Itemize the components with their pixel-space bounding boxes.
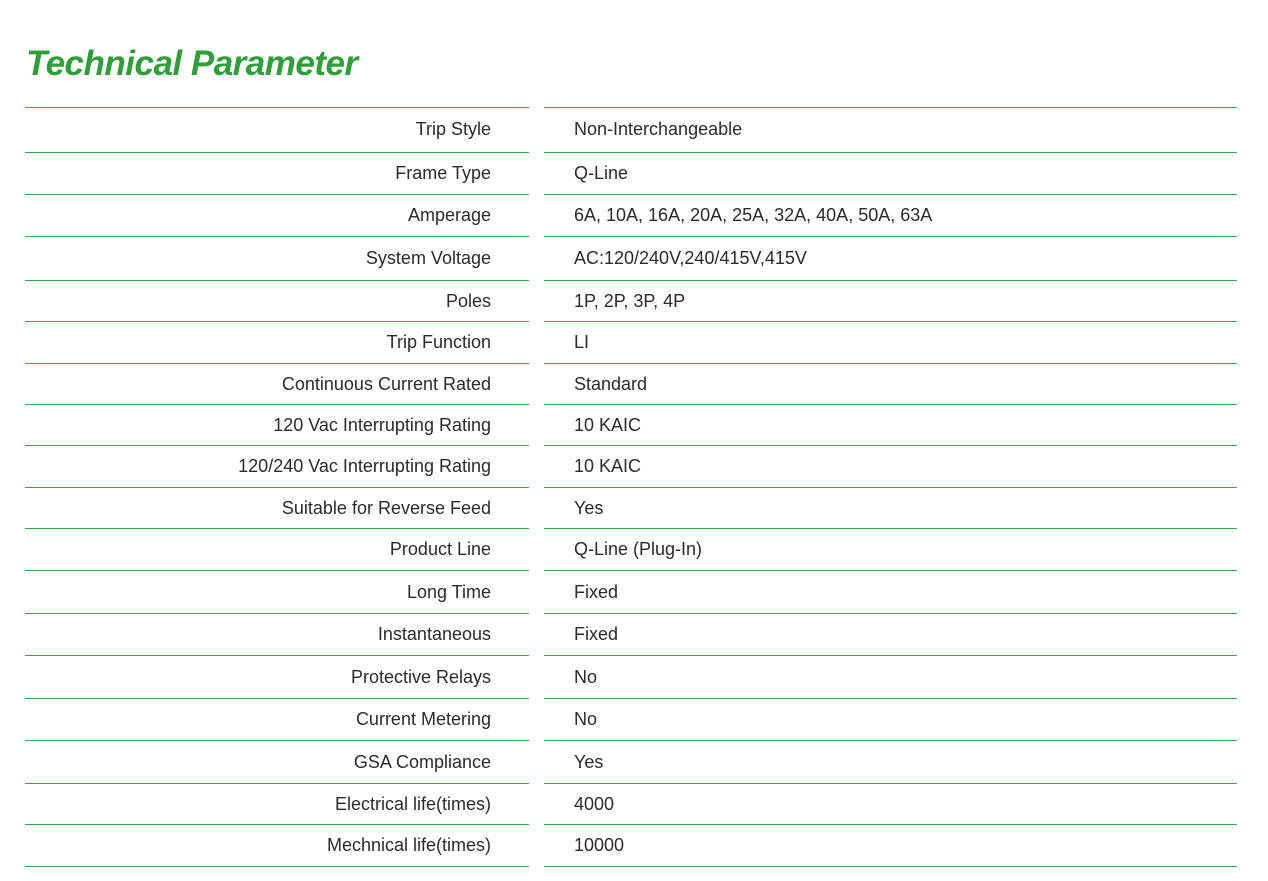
row-edge-left	[0, 152, 25, 195]
column-gap	[529, 280, 544, 322]
parameter-label: Poles	[445, 290, 491, 311]
parameter-value: 6A, 10A, 16A, 20A, 25A, 32A, 40A, 50A, 63A	[574, 205, 933, 225]
column-gap	[529, 613, 544, 656]
table-row	[0, 153, 1268, 195]
row-edge-right	[1237, 106, 1268, 153]
parameter-value: AC:120/240V,240/415V,415V	[574, 248, 807, 268]
column-gap	[529, 404, 544, 446]
column-gap	[529, 655, 544, 699]
parameter-label: Mechnical life(times)	[326, 835, 491, 855]
parameter-value: 10000	[574, 835, 625, 855]
column-gap	[529, 321, 544, 364]
parameter-value: 10 KAIC	[574, 414, 642, 435]
parameter-value: Fixed	[574, 581, 619, 602]
row-edge-right	[1237, 404, 1268, 446]
table-row	[0, 488, 1268, 529]
row-edge-right	[1237, 528, 1268, 571]
table-row	[0, 529, 1268, 571]
table-row	[0, 322, 1268, 364]
parameter-value: No	[574, 666, 598, 687]
table-row	[0, 446, 1268, 488]
column-gap	[529, 236, 544, 281]
row-edge-right	[1237, 194, 1268, 237]
row-edge-left	[0, 698, 25, 741]
row-edge-right	[1237, 152, 1268, 195]
column-gap	[529, 528, 544, 571]
row-edge-left	[0, 528, 25, 571]
parameter-label: System Voltage	[365, 248, 491, 268]
parameter-value: 10 KAIC	[574, 456, 642, 476]
row-edge-right	[1237, 236, 1268, 281]
table-row	[0, 364, 1268, 405]
parameter-label: Instantaneous	[377, 624, 491, 644]
column-gap	[529, 363, 544, 405]
parameter-label: Electrical life(times)	[334, 793, 491, 814]
row-edge-left	[0, 236, 25, 281]
row-edge-right	[1237, 445, 1268, 488]
parameter-value: Non-Interchangeable	[574, 119, 743, 139]
table-row	[0, 699, 1268, 741]
row-edge-left	[0, 824, 25, 867]
row-edge-right	[1237, 783, 1268, 825]
column-gap	[529, 487, 544, 529]
table-row	[0, 281, 1268, 322]
column-gap	[529, 698, 544, 741]
column-gap	[529, 783, 544, 825]
parameter-value: Fixed	[574, 624, 619, 644]
parameter-label: 120/240 Vac Interrupting Rating	[238, 456, 491, 476]
row-edge-right	[1237, 363, 1268, 405]
table-row	[0, 405, 1268, 446]
parameter-value: 4000	[574, 793, 615, 814]
parameter-value: 1P, 2P, 3P, 4P	[574, 290, 686, 311]
table-row	[0, 237, 1268, 281]
parameter-value: Q-Line	[574, 163, 629, 183]
column-gap	[529, 740, 544, 784]
parameter-value: Yes	[574, 751, 604, 772]
column-gap	[529, 570, 544, 614]
parameter-label: Long Time	[406, 581, 491, 602]
parameter-value: Yes	[574, 497, 604, 518]
row-edge-left	[0, 321, 25, 364]
row-edge-right	[1237, 321, 1268, 364]
parameter-label: Frame Type	[395, 163, 491, 183]
row-edge-left	[0, 783, 25, 825]
row-edge-left	[0, 194, 25, 237]
parameter-label: Amperage	[407, 205, 491, 225]
row-edge-right	[1237, 487, 1268, 529]
row-edge-left	[0, 740, 25, 784]
row-edge-left	[0, 106, 25, 153]
table-row	[0, 741, 1268, 784]
row-edge-right	[1237, 824, 1268, 867]
column-gap	[529, 445, 544, 488]
row-edge-right	[1237, 570, 1268, 614]
parameter-label: Continuous Current Rated	[281, 373, 491, 394]
row-edge-left	[0, 404, 25, 446]
row-edge-left	[0, 363, 25, 405]
parameter-label: Protective Relays	[350, 666, 491, 687]
parameter-label: Trip Style	[415, 119, 491, 139]
parameter-value: Standard	[574, 373, 648, 394]
row-edge-left	[0, 613, 25, 656]
row-edge-left	[0, 570, 25, 614]
row-edge-right	[1237, 280, 1268, 322]
parameter-label: Suitable for Reverse Feed	[281, 497, 491, 518]
row-edge-right	[1237, 740, 1268, 784]
table-row	[0, 614, 1268, 656]
row-edge-right	[1237, 655, 1268, 699]
table-row	[0, 107, 1268, 153]
parameter-value: LI	[574, 332, 590, 352]
table-row	[0, 656, 1268, 699]
parameter-table	[0, 107, 1268, 867]
column-gap	[529, 194, 544, 237]
table-row	[0, 825, 1268, 867]
parameter-label: 120 Vac Interrupting Rating	[273, 414, 491, 435]
parameter-label: Current Metering	[355, 709, 491, 729]
row-edge-right	[1237, 698, 1268, 741]
column-gap	[529, 824, 544, 867]
parameter-label: Product Line	[389, 539, 491, 559]
column-gap	[529, 152, 544, 195]
table-row	[0, 195, 1268, 237]
row-edge-right	[1237, 613, 1268, 656]
row-edge-left	[0, 655, 25, 699]
parameter-value: No	[574, 709, 598, 729]
parameter-value: Q-Line (Plug-In)	[574, 539, 703, 559]
row-edge-left	[0, 487, 25, 529]
row-edge-left	[0, 445, 25, 488]
table-row	[0, 571, 1268, 614]
page-title: Technical Parameter	[26, 44, 358, 83]
column-gap	[529, 106, 544, 153]
row-edge-left	[0, 280, 25, 322]
parameter-label: Trip Function	[386, 332, 491, 352]
parameter-rows	[0, 107, 1268, 867]
parameter-label: GSA Compliance	[353, 751, 491, 772]
table-row	[0, 784, 1268, 825]
